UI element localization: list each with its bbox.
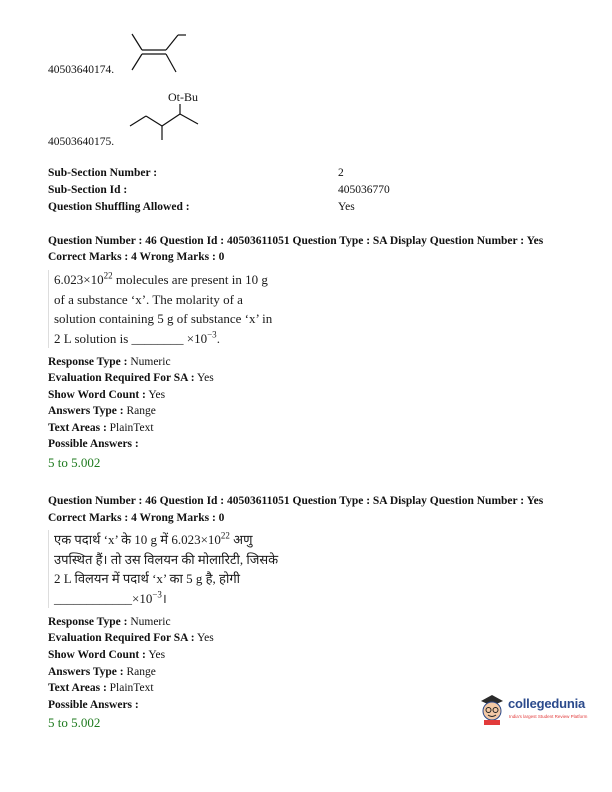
molecule-structure-1 [128, 30, 188, 80]
question-line-2: of a substance ‘x’. The molarity of a [54, 291, 243, 307]
text-areas: Text Areas : PlainText [48, 422, 154, 434]
question-hindi-line-2: उपस्थित हैं। तो उस विलयन की मोलारिटी, जिसके [54, 551, 279, 567]
text-areas-hindi: Text Areas : PlainText [48, 682, 154, 694]
shuffle-label: Question Shuffling Allowed : [48, 201, 190, 213]
question-text-hindi [48, 530, 294, 608]
logo-tagline: India's largest Student Review Platform [509, 714, 588, 719]
subsection-id-value: 405036770 [338, 184, 390, 196]
response-type-hindi: Response Type : Numeric [48, 616, 171, 628]
possible-answer-value: 5 to 5.002 [48, 455, 101, 470]
collegedunia-logo [478, 693, 590, 727]
possible-answers-label: Possible Answers : [48, 438, 139, 450]
subsection-number-value: 2 [338, 167, 344, 179]
question-hindi-line-4: $\_\_\_\_\_\_\_\_\_\_\_\_\times 10^{-3}।$ [54, 589, 167, 606]
question-hindi-line-3: 2 L विलयन में पदार्थ ‘x’ का 5 g है, होगी [54, 571, 241, 586]
logo-brand-text: collegedunia [508, 696, 586, 711]
question-line-1: $6.023\times 10^{22}$ molecules are present in 10 g [54, 270, 268, 287]
question-header: Question Number : 46 Question Id : 40503611051 Question Type : SA Display Question Number : Yes [48, 235, 544, 247]
question-marks: Correct Marks : 4 Wrong Marks : 0 [48, 251, 225, 263]
show-word-count-hindi: Show Word Count : Yes [48, 649, 166, 661]
question-text [48, 270, 300, 348]
molecule-id-2: 40503640175. [48, 136, 115, 148]
question-header-hindi: Question Number : 46 Question Id : 40503611051 Question Type : SA Display Question Number : Yes [48, 495, 544, 507]
molecule-id-1: 40503640174. [48, 64, 115, 76]
molecule-label-otbu: Ot-Bu [168, 90, 198, 104]
subsection-number-label: Sub-Section Number : [48, 167, 158, 179]
subsection-id-label: Sub-Section Id : [48, 184, 128, 196]
evaluation-required: Evaluation Required For SA : Yes [48, 372, 214, 384]
mascot-icon [478, 693, 506, 725]
answers-type-hindi: Answers Type : Range [48, 666, 156, 678]
shuffle-value: Yes [338, 201, 355, 213]
possible-answers-label-hindi: Possible Answers : [48, 699, 139, 711]
possible-answer-value-hindi: 5 to 5.002 [48, 715, 101, 730]
question-hindi-line-1: एक पदार्थ ‘x’ के 10 g में $6.023\times 10^{22}$ अणु [54, 530, 253, 547]
molecule-structure-2 [126, 104, 206, 144]
response-type: Response Type : Numeric [48, 356, 171, 368]
question-line-4: 2 L solution is ________ $\times 10^{-3}$. [54, 329, 220, 346]
evaluation-required-hindi: Evaluation Required For SA : Yes [48, 632, 214, 644]
question-marks-hindi: Correct Marks : 4 Wrong Marks : 0 [48, 512, 225, 524]
question-line-3: solution containing 5 g of substance ‘x’ in [54, 311, 273, 326]
show-word-count: Show Word Count : Yes [48, 389, 166, 401]
answers-type: Answers Type : Range [48, 405, 156, 417]
